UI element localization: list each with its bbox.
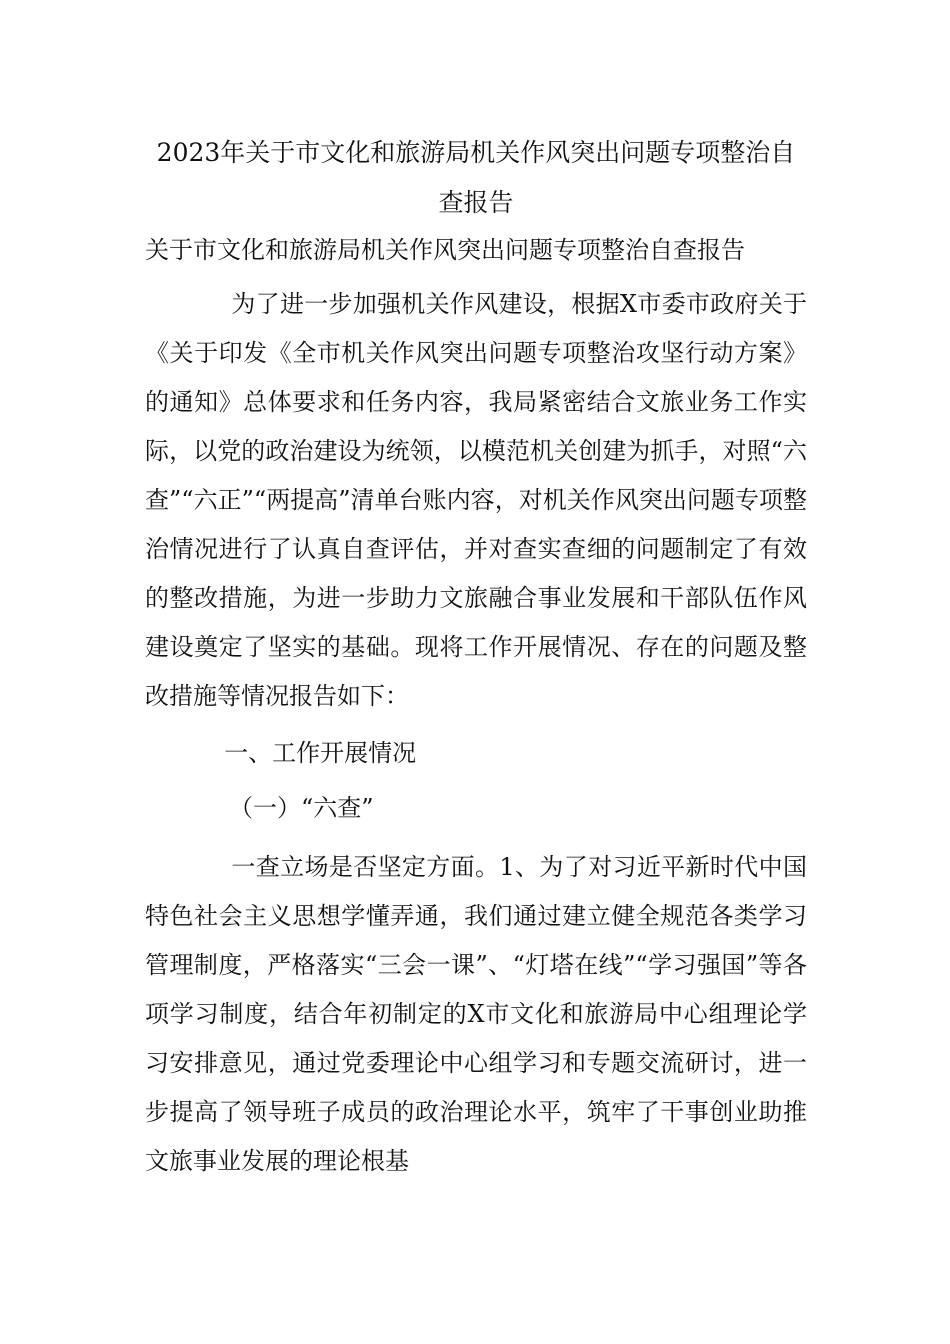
subsection-heading: （一）“六查” [229,794,374,822]
body-paragraph: 一查立场是否坚定方面。1、为了对习近平新时代中国特色社会主义思想学懂弄通，我们通过建立健全规范各类学习管理制度，严格落实“三会一课”、“灯塔在线”“学习强国”等各项学习制度，结合年初制定的X市文化和旅游局中心组理论学习安排意见，通过党委理论中心组学习和专题交流研讨，进一步提高了领导班子成员的政治理论水平，筑牢了干事创业助推文旅事业发展的理论根基 [145,853,807,1175]
document-subtitle: 关于市文化和旅游局机关作风突出问题专项整治自查报告 [145,236,745,264]
document-body [145,280,807,1186]
intro-paragraph: 为了进一步加强机关作风建设，根据X市委市政府关于《关于印发《全市机关作风突出问题专项整治攻坚行动方案》的通知》总体要求和任务内容，我局紧密结合文旅业务工作实际，以党的政治建设为统领，以模范机关创建为抓手，对照“六查”“六正”“两提高”清单台账内容，对机关作风突出问题专项整治情况进行了认真自查评估，并对查实查细的问题制定了有效的整改措施，为进一步助力文旅融合事业发展和干部队伍作风建设奠定了坚实的基础。现将工作开展情况、存在的问题及整改措施等情况报告如下： [145,290,807,710]
section-heading: 一、工作开展情况 [224,739,417,767]
document-title: 2023年关于市文化和旅游局机关作风突出问题专项整治自查报告 [156,138,796,217]
